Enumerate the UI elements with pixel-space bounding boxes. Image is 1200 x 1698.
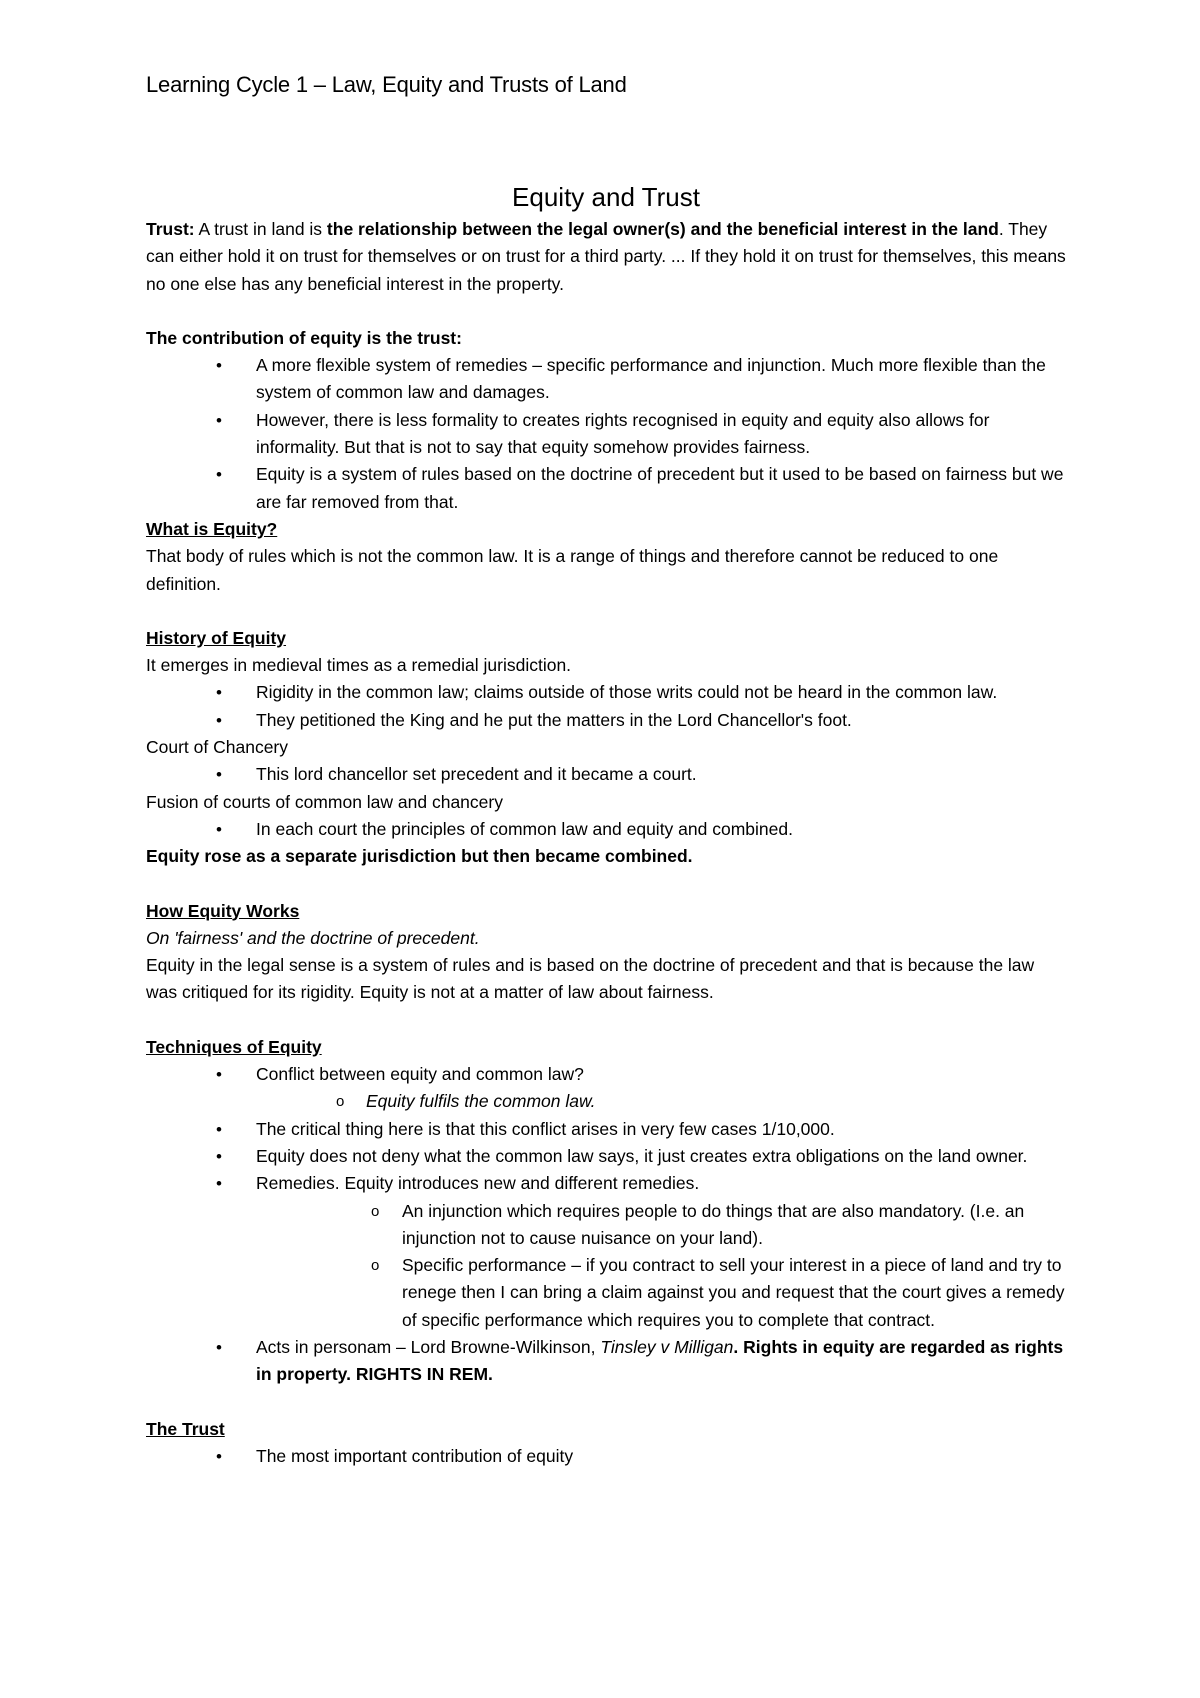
history-list — [146, 679, 1066, 734]
the-trust-heading: The Trust — [146, 1418, 225, 1439]
what-is-equity-heading: What is Equity? — [146, 518, 278, 539]
how-equity-works-subtitle: On 'fairness' and the doctrine of precedent. — [146, 927, 480, 948]
list-item: • In each court the principles of common law and equity and combined. — [146, 816, 1066, 843]
fusion-list — [146, 816, 1066, 843]
history-heading: History of Equity — [146, 627, 287, 648]
history-conclusion: Equity rose as a separate jurisdiction but then became combined. — [146, 846, 693, 867]
list-item: • The most important contribution of equity — [146, 1443, 1066, 1470]
sub-list-item: o Specific performance – if you contract to sell your interest in a piece of land and try to renege then I can bring a claim against you and request that the court gives a remedy of specific performance which requires you to complete that contract. — [146, 1252, 1066, 1334]
list-item: • This lord chancellor set precedent and it became a court. — [146, 761, 1066, 788]
sub-list-item: o Equity fulfils the common law. — [146, 1088, 1066, 1115]
list-item: • Rigidity in the common law; claims outside of those writs could not be heard in the common law. — [146, 679, 1066, 706]
sub-list-item: o An injunction which requires people to do things that are also mandatory. (I.e. an injunction not to cause nuisance on your land). — [146, 1198, 1066, 1253]
trust-text-2: . They can either hold it on trust for themselves or on trust for a third party. ... If they hold it on trust for themselves, this means no one else has any beneficial interest in the property. — [146, 219, 1066, 294]
list-item — [146, 1334, 1066, 1389]
contribution-list — [146, 352, 1066, 516]
techniques-heading: Techniques of Equity — [146, 1036, 322, 1057]
trust-bold-text: the relationship between the legal owner(s) and the beneficial interest in the land — [326, 219, 999, 239]
list-item: • Equity does not deny what the common law says, it just creates extra obligations on the land owner. — [146, 1143, 1066, 1170]
list-item: • They petitioned the King and he put the matters in the Lord Chancellor's foot. — [146, 707, 1066, 734]
the-trust-list — [146, 1443, 1066, 1470]
list-item: • Conflict between equity and common law? — [146, 1061, 1066, 1088]
document-body — [146, 180, 1066, 1470]
list-item: • Equity is a system of rules based on the doctrine of precedent but it used to be based on fairness but we are far removed from that. — [146, 461, 1066, 516]
techniques-list — [146, 1061, 1066, 1389]
chancery-list — [146, 761, 1066, 788]
list-item: • However, there is less formality to creates rights recognised in equity and equity also allows for informality. But that is not to say that equity somehow provides fairness. — [146, 407, 1066, 462]
personam-text: Acts in personam – Lord Browne-Wilkinson, — [256, 1336, 601, 1357]
trust-definition — [146, 216, 1066, 298]
fusion-label: Fusion of courts of common law and chancery — [146, 791, 503, 812]
rights-in-rem-text: . Rights in equity are regarded as rights in property. RIGHTS IN REM. — [256, 1336, 1064, 1385]
history-intro: It emerges in medieval times as a remedial jurisdiction. — [146, 655, 572, 676]
what-is-equity-text: That body of rules which is not the common law. It is a range of things and therefore cannot be reduced to one definition. — [146, 546, 999, 594]
how-equity-works-heading: How Equity Works — [146, 900, 300, 921]
page-header: Learning Cycle 1 – Law, Equity and Trusts of Land — [146, 72, 627, 97]
contribution-heading: The contribution of equity is the trust: — [146, 327, 462, 348]
how-equity-works-text: Equity in the legal sense is a system of rules and is based on the doctrine of precedent and that is because the law was critiqued for its rigidity. Equity is not at a matter of law about fairness. — [146, 955, 1035, 1003]
list-item: • Remedies. Equity introduces new and different remedies. — [146, 1170, 1066, 1197]
document-title: Equity and Trust — [512, 182, 700, 212]
list-item: • The critical thing here is that this conflict arises in very few cases 1/10,000. — [146, 1116, 1066, 1143]
case-name: Tinsley v Milligan — [600, 1336, 734, 1357]
list-item: • A more flexible system of remedies – specific performance and injunction. Much more flexible than the system of common law and damages. — [146, 352, 1066, 407]
trust-label: Trust: — [146, 219, 195, 239]
trust-text-1: A trust in land is — [194, 219, 327, 239]
chancery-label: Court of Chancery — [146, 737, 289, 758]
